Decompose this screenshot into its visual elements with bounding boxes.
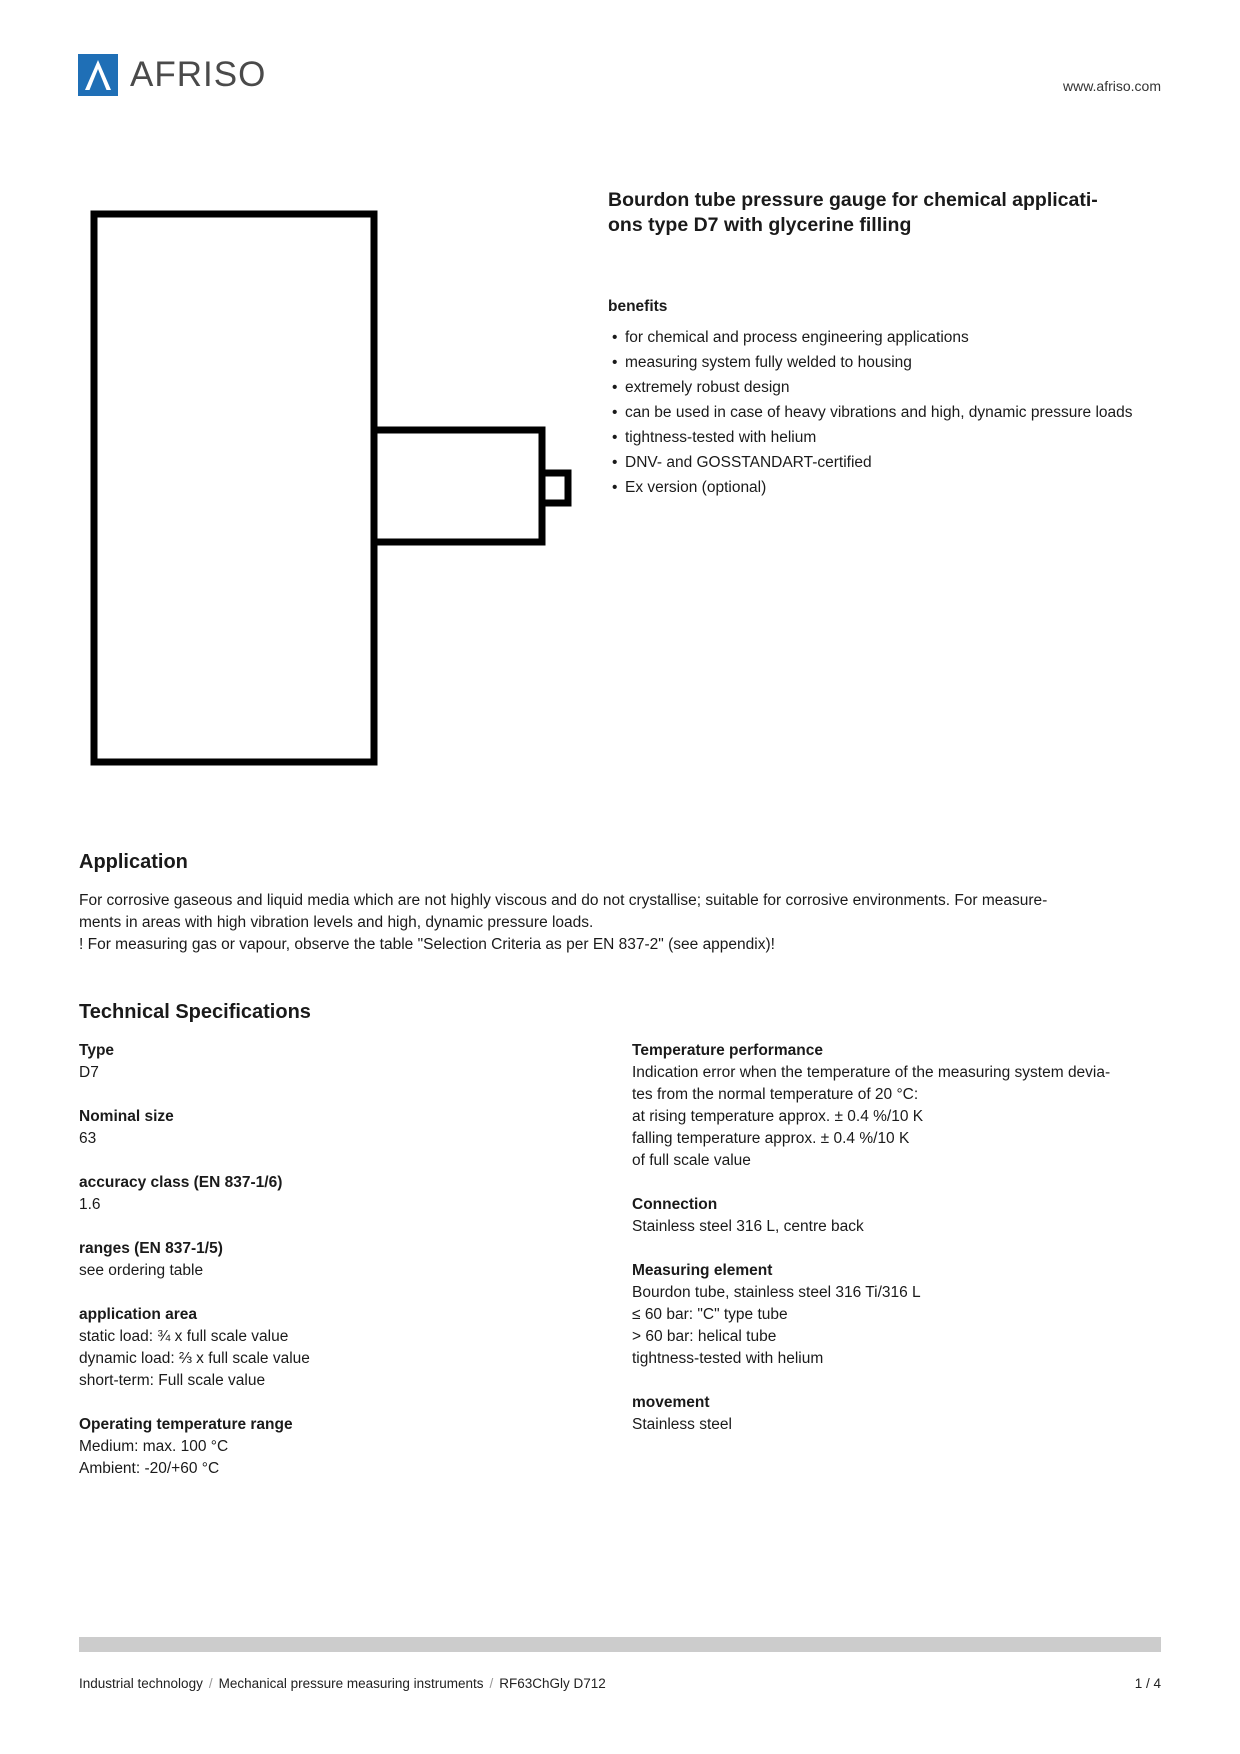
spec-value: static load: ¾ x full scale value: [79, 1328, 289, 1345]
spec-connection: [632, 1194, 1152, 1238]
gauge-connector-outline: [374, 430, 542, 542]
spec-label: application area: [79, 1306, 198, 1323]
spec-value: Medium: max. 100 °C: [79, 1438, 229, 1455]
bullet-icon: •: [612, 454, 618, 471]
benefit-text: extremely robust design: [625, 379, 790, 396]
product-title-line-1: Bourdon tube pressure gauge for chemical applicati-: [608, 189, 1098, 211]
benefit-item: [612, 453, 1152, 473]
application-line: For corrosive gaseous and liquid media which are not highly viscous and do not crystallise; suitable for corrosive environments. For measure-: [79, 892, 1048, 909]
benefit-text: measuring system fully welded to housing: [625, 354, 912, 371]
spec-nominal-size: [79, 1106, 599, 1150]
application-heading: Application: [79, 851, 188, 873]
spec-label: movement: [632, 1394, 710, 1411]
spec-accuracy-class: [79, 1172, 599, 1216]
bullet-icon: •: [612, 379, 618, 396]
spec-value: Bourdon tube, stainless steel 316 Ti/316 L: [632, 1284, 921, 1301]
tech-specs-heading: Technical Specifications: [79, 1001, 311, 1023]
spec-value: tes from the normal temperature of 20 °C:: [632, 1086, 919, 1103]
spec-value: Stainless steel 316 L, centre back: [632, 1218, 864, 1235]
spec-value: at rising temperature approx. ± 0.4 %/10 K: [632, 1108, 924, 1125]
bullet-icon: •: [612, 329, 618, 346]
spec-value: ≤ 60 bar: "C" type tube: [632, 1306, 788, 1323]
benefit-item: [612, 328, 1152, 348]
spec-label: Type: [79, 1042, 115, 1059]
spec-label: Operating temperature range: [79, 1416, 293, 1433]
spec-value: D7: [79, 1064, 99, 1081]
benefit-item: [612, 378, 1152, 398]
benefit-text: can be used in case of heavy vibrations and high, dynamic pressure loads: [625, 404, 1133, 421]
spec-operating-temperature: [79, 1414, 599, 1480]
spec-value: 1.6: [79, 1196, 101, 1213]
spec-column-left: [79, 1040, 599, 1502]
website-link[interactable]: www.afriso.com: [1062, 78, 1161, 94]
benefits-list: [612, 328, 1152, 503]
spec-label: Connection: [632, 1196, 718, 1213]
application-line: ments in areas with high vibration levels and high, dynamic pressure loads.: [79, 914, 594, 931]
afriso-logo: [78, 54, 266, 96]
spec-label: ranges (EN 837-1/5): [79, 1240, 223, 1257]
spec-application-area: [79, 1304, 599, 1392]
spec-label: accuracy class (EN 837-1/6): [79, 1174, 283, 1191]
benefit-item: [612, 428, 1152, 448]
spec-value: Indication error when the temperature of the measuring system devia-: [632, 1064, 1111, 1081]
spec-value: falling temperature approx. ± 0.4 %/10 K: [632, 1130, 910, 1147]
spec-temperature-performance: [632, 1040, 1152, 1172]
breadcrumb-separator: /: [208, 1676, 213, 1691]
benefit-text: Ex version (optional): [625, 479, 767, 496]
spec-value: of full scale value: [632, 1152, 751, 1169]
breadcrumb-item: RF63ChGly D712: [499, 1676, 606, 1691]
spec-label: Measuring element: [632, 1262, 773, 1279]
application-note: ! For measuring gas or vapour, observe the table "Selection Criteria as per EN 837-2" (see appendix)!: [79, 936, 775, 953]
bullet-icon: •: [612, 429, 618, 446]
spec-ranges: [79, 1238, 599, 1282]
gauge-housing-outline: [94, 214, 374, 762]
bullet-icon: •: [612, 404, 618, 421]
spec-value: see ordering table: [79, 1262, 204, 1279]
spec-label: Nominal size: [79, 1108, 174, 1125]
benefit-item: [612, 353, 1152, 373]
spec-value: Stainless steel: [632, 1416, 732, 1433]
benefit-text: DNV- and GOSSTANDART-certified: [625, 454, 872, 471]
afriso-logo-icon: [78, 54, 118, 96]
spec-label: Temperature performance: [632, 1042, 823, 1059]
breadcrumb-item[interactable]: Mechanical pressure measuring instruments: [218, 1676, 484, 1691]
product-title-line-2: ons type D7 with glycerine filling: [608, 214, 912, 236]
spec-movement: [632, 1392, 1152, 1436]
breadcrumb-separator: /: [489, 1676, 494, 1691]
footer-divider-bar: [79, 1637, 1161, 1652]
spec-value: > 60 bar: helical tube: [632, 1328, 777, 1345]
brand-name: AFRISO: [130, 55, 267, 94]
bullet-icon: •: [612, 354, 618, 371]
spec-value: tightness-tested with helium: [632, 1350, 824, 1367]
spec-value: dynamic load: ⅔ x full scale value: [79, 1350, 310, 1367]
bullet-icon: •: [612, 479, 618, 496]
application-text: [79, 890, 1159, 956]
spec-value: Ambient: -20/+60 °C: [79, 1460, 220, 1477]
benefit-text: tightness-tested with helium: [625, 429, 817, 446]
benefit-item: [612, 403, 1152, 423]
spec-measuring-element: [632, 1260, 1152, 1370]
footer-breadcrumb: [79, 1676, 606, 1691]
spec-type: [79, 1040, 599, 1084]
benefit-item: [612, 478, 1152, 498]
spec-column-right: [632, 1040, 1152, 1458]
gauge-thread-nub-outline: [542, 473, 568, 503]
benefits-heading: benefits: [608, 298, 668, 315]
gauge-side-view-drawing: [88, 208, 588, 780]
breadcrumb-item[interactable]: Industrial technology: [79, 1676, 203, 1691]
product-title: [608, 188, 1168, 238]
page-number: 1 / 4: [1134, 1676, 1161, 1691]
spec-value: short-term: Full scale value: [79, 1372, 266, 1389]
spec-value: 63: [79, 1130, 97, 1147]
benefit-text: for chemical and process engineering applications: [625, 329, 969, 346]
